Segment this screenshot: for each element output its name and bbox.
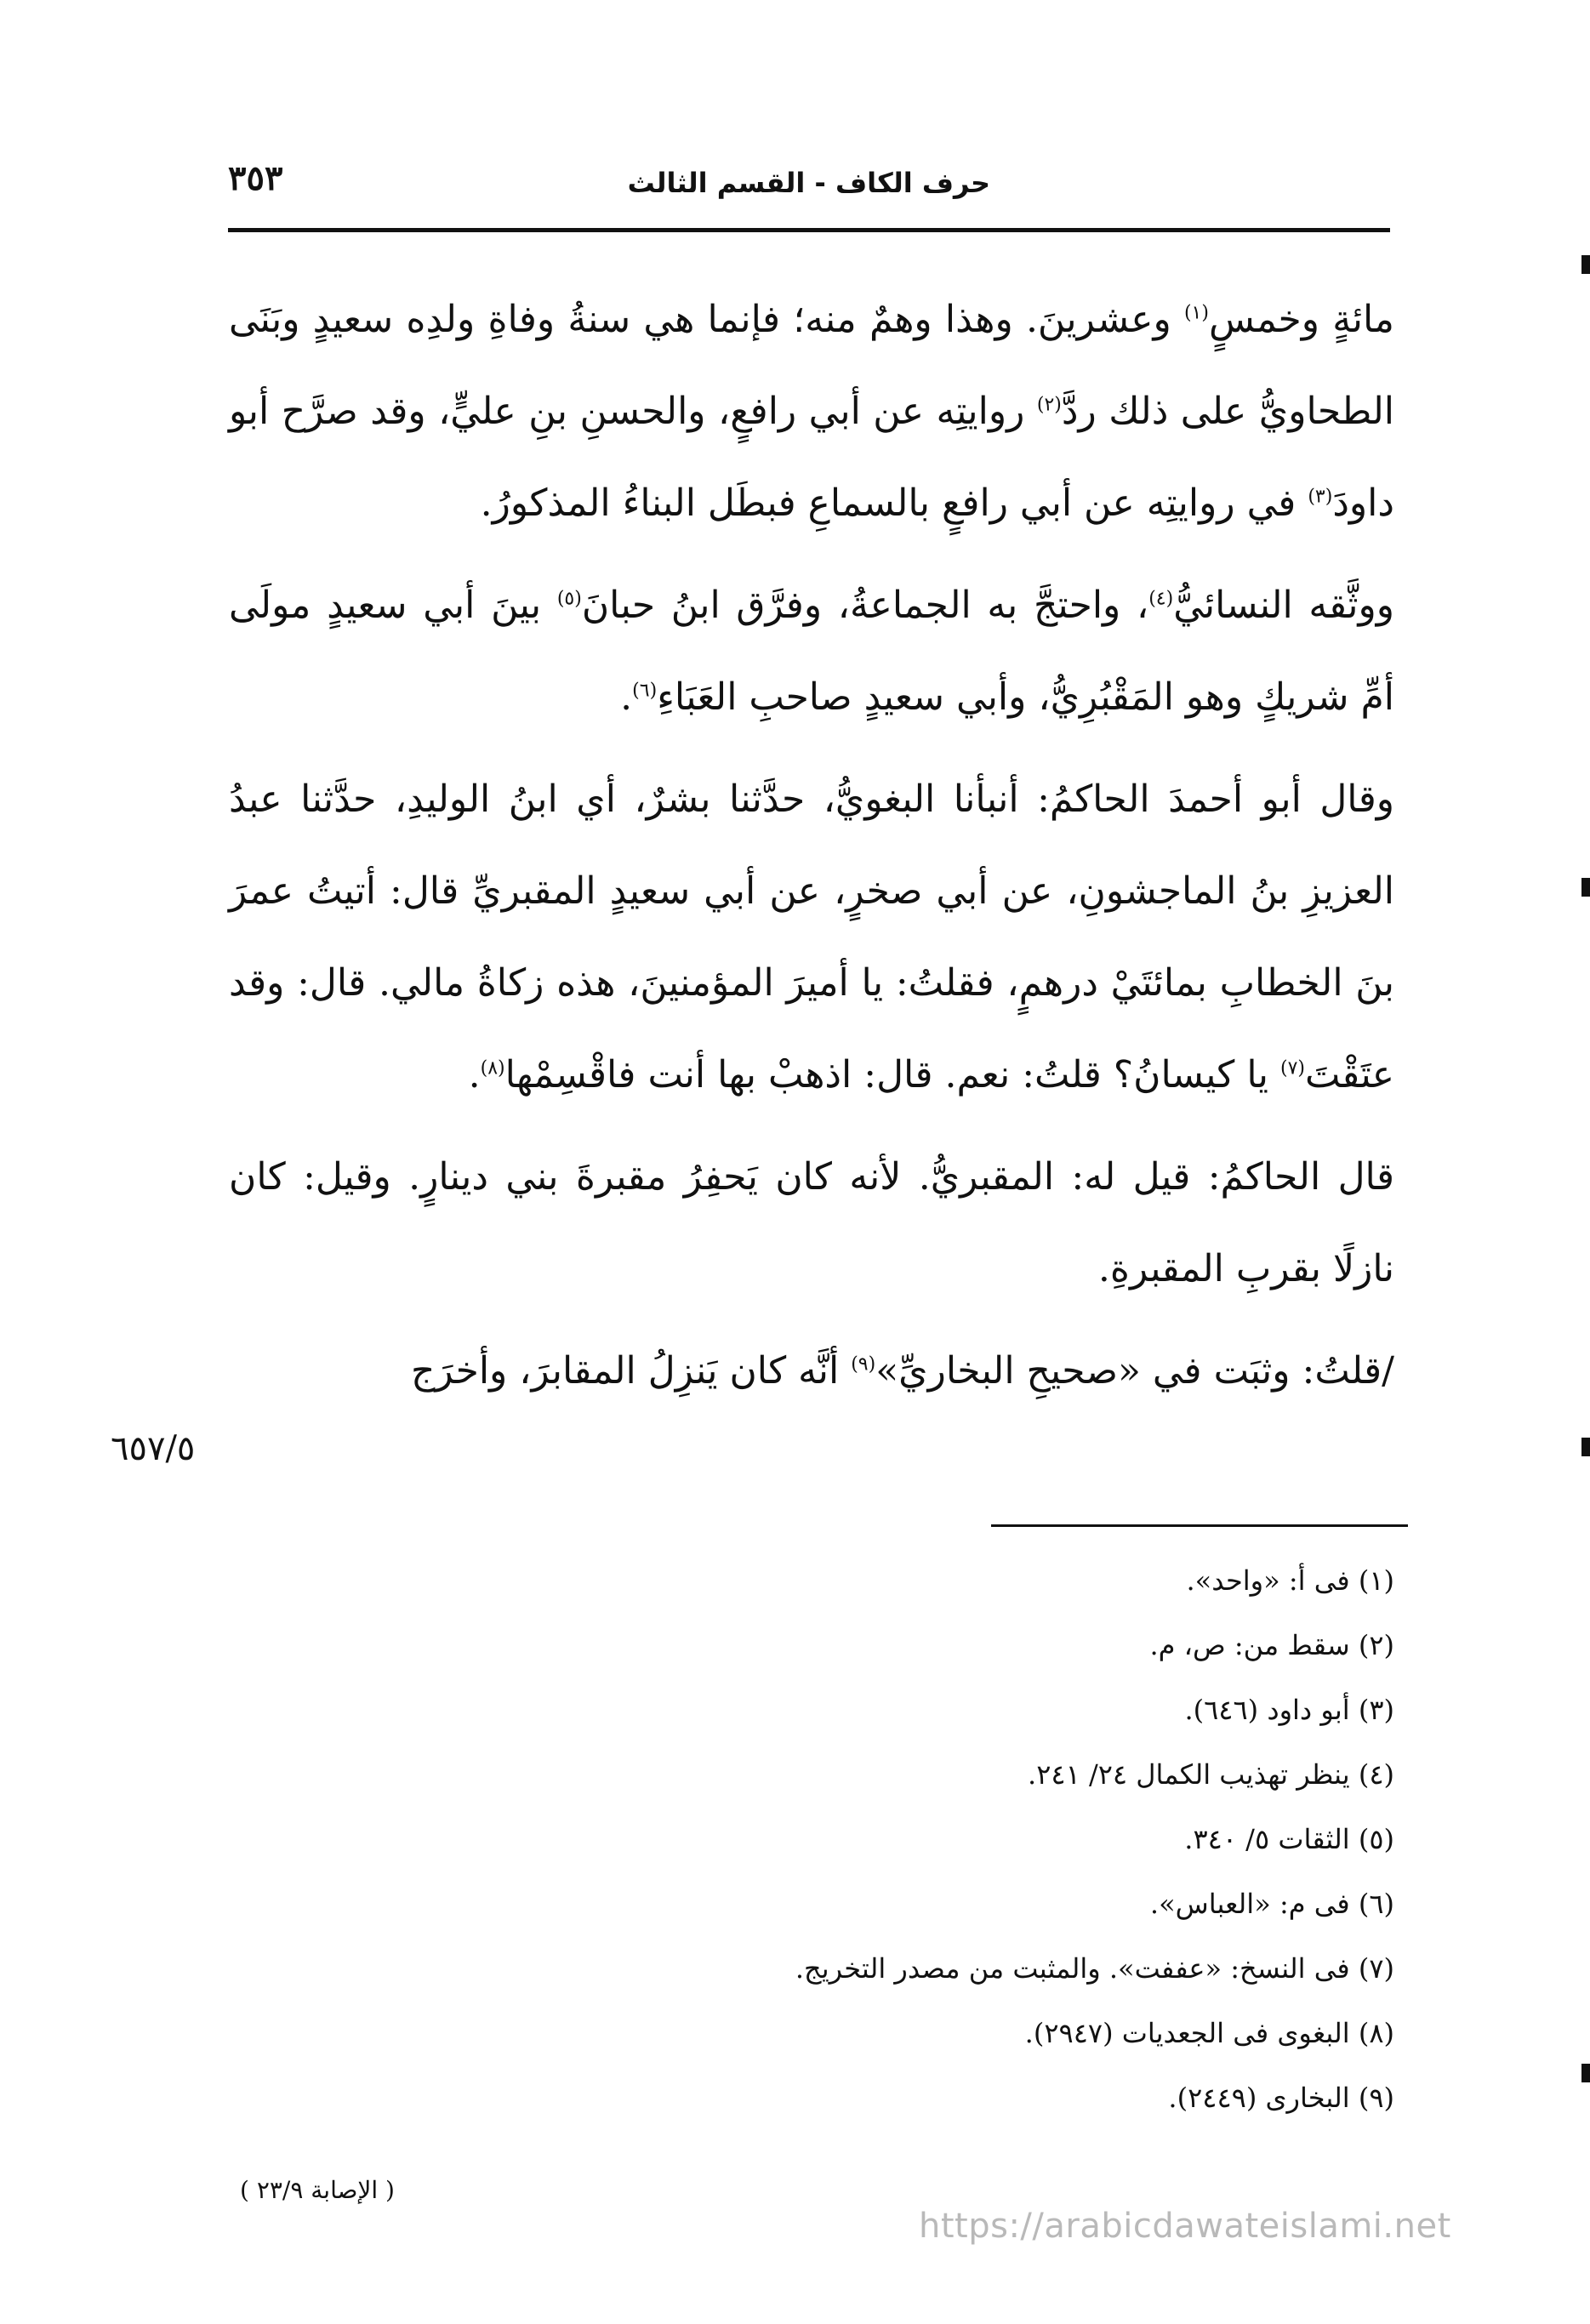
main-text: [229, 274, 1394, 1427]
text-run: يا كيسانُ؟ قلتُ: نعم. قال: اذهبْ بها أنت فاقْسِمْها: [504, 1053, 1280, 1096]
text-run: ، واحتجَّ به الجماعةُ، وفرَّق ابنُ حبانَ: [581, 584, 1149, 627]
text-run: وقال أبو أحمدَ الحاكمُ: أنبأنا البغويُّ، حدَّثنا بشرٌ، أي ابنُ الوليدِ، حدَّثنا عبدُ العزيزِ بنُ الماجشونِ، عن أبي صخرٍ، عن أبي سعيدٍ المقبريِّ قال: أتيتُ عمرَ بنَ الخطابِ بمائتَيْ درهمٍ، فقلتُ: يا أميرَ المؤمنينَ، هذه زكاةُ مالي. قال: وقد عتَقْتَ: [229, 778, 1394, 1096]
footnote-ref-7: (٧): [1279, 1057, 1305, 1079]
paragraph-2: [229, 560, 1394, 743]
footnote-ref-3: (٣): [1308, 486, 1333, 508]
text-run: /قلتُ: وثبَت في «صحيحِ البخاريِّ»: [875, 1349, 1394, 1393]
paragraph-1: [229, 274, 1394, 550]
footnote-1: (١) فى أ: «واحد».: [1186, 1564, 1394, 1597]
paragraph-4: [229, 1131, 1394, 1315]
margin-volume-page-ref: ٦٥٧/٥: [111, 1429, 196, 1468]
text-run: بينَ أبي سعيدٍ مولَى أمِّ شريكٍ وهو المَقْبُرِيُّ، وأبي سعيدٍ صاحبِ العَبَاءِ: [229, 584, 1394, 719]
footnote-3: (٣) أبو داود (٦٤٦).: [1184, 1694, 1394, 1726]
header-rule: [228, 228, 1390, 232]
text-run: روايتِه عن أبي رافعٍ، والحسنِ بنِ عليٍّ، وقد صرَّح أبو داودَ: [229, 390, 1394, 525]
text-run: .: [620, 675, 633, 719]
text-run: مائةٍ وخمسٍ: [1208, 298, 1395, 341]
text-run: أنَّه كان يَنزِلُ المقابرَ، وأخرَج: [410, 1349, 852, 1393]
scan-edge-mark: [1581, 2064, 1590, 2082]
footnote-2: (٢) سقط من: ص، م.: [1149, 1629, 1394, 1661]
footnote-ref-5: (٥): [556, 588, 582, 610]
scan-edge-mark: [1581, 878, 1590, 897]
footnote-5: (٥) الثقات ٥/ ٣٤٠.: [1184, 1823, 1394, 1855]
watermark-url: https://arabicdawateislami.net: [919, 2207, 1451, 2246]
footnotes: [544, 1548, 1394, 2130]
footnote-ref-1: (١): [1183, 302, 1209, 324]
scan-edge-mark: [1581, 255, 1590, 274]
paragraph-3: [229, 754, 1394, 1121]
text-run: قال الحاكمُ: قيل له: المقبريُّ. لأنه كان يَحفِرُ مقبرةَ بني دينارٍ. وقيل: كان نازلًا بقربِ المقبرةِ.: [229, 1155, 1394, 1290]
footnote-rule: [991, 1524, 1408, 1527]
footnote-ref-8: (٨): [480, 1057, 505, 1079]
scan-edge-mark: [1581, 1438, 1590, 1456]
footnote-8: (٨) البغوى فى الجعديات (٢٩٤٧).: [1024, 2017, 1394, 2049]
text-run: .: [468, 1053, 481, 1096]
running-header-title: حرف الكاف - القسم الثالث: [627, 167, 990, 199]
text-run: وعشرينَ. وهذا وهمٌ منه؛ فإنما هي سنةُ وفاةِ ولدِه سعيدٍ وبَنَى الطحاويُّ على ذلك ردَّ: [229, 298, 1394, 433]
footnote-ref-2: (٢): [1036, 394, 1062, 416]
footnote-ref-4: (٤): [1148, 588, 1174, 610]
paragraph-5: [229, 1325, 1394, 1417]
footnote-6: (٦) فى م: «العباس».: [1149, 1888, 1394, 1920]
volume-signature: ( الإصابة ٢٣/٩ ): [240, 2176, 395, 2204]
footnote-4: (٤) ينظر تهذيب الكمال ٢٤/ ٢٤١.: [1028, 1758, 1394, 1791]
page-number: ٣٥٣: [228, 158, 283, 198]
text-run: ووثَّقه النسائيُّ: [1173, 584, 1394, 627]
footnote-ref-6: (٦): [632, 680, 658, 702]
text-run: في روايتِه عن أبي رافعٍ بالسماعِ فبطَل البناءُ المذكورُ.: [480, 481, 1308, 525]
footnote-ref-9: (٩): [851, 1353, 876, 1376]
footnote-9: (٩) البخارى (٢٤٤٩).: [1168, 2082, 1394, 2114]
footnote-7: (٧) فى النسخ: «عففت». والمثبت من مصدر التخريج.: [795, 1952, 1394, 1985]
